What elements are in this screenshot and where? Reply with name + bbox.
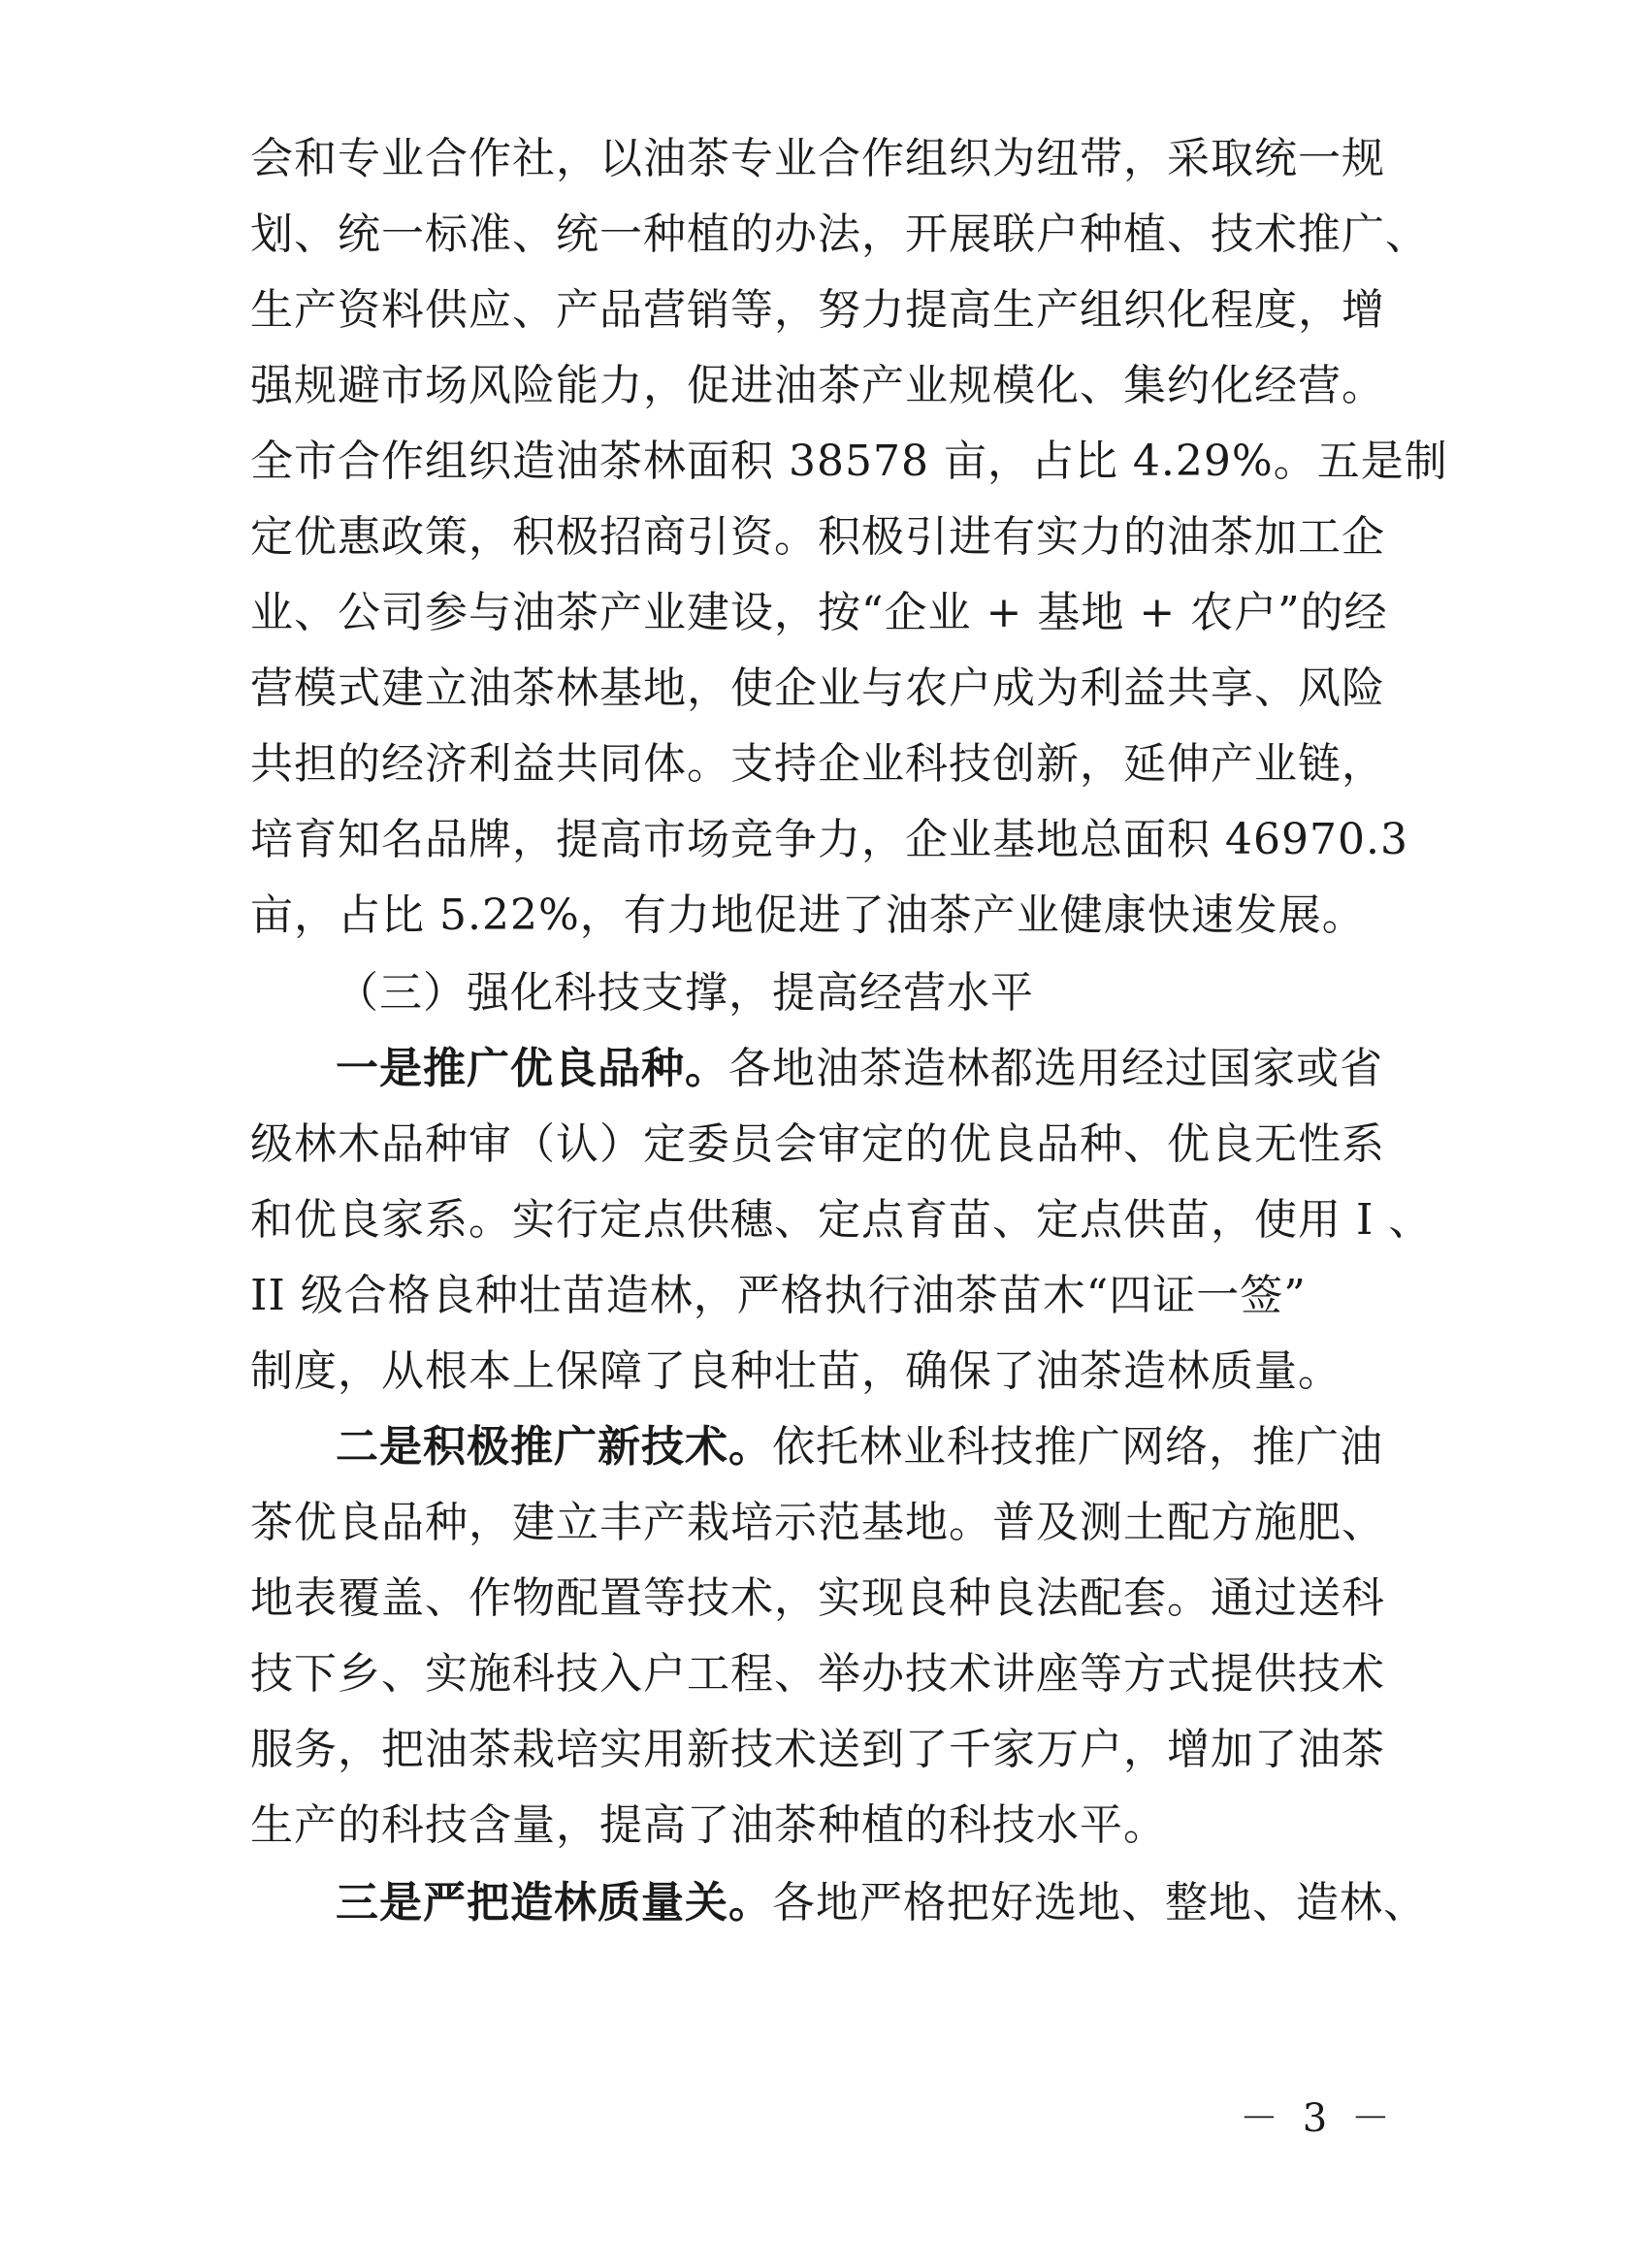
text-line: 茶优良品种，建立丰产栽培示范基地。普及测土配方施肥、 — [250, 1498, 1385, 1547]
text-line: 生产的科技含量，提高了油茶种植的科技水平。 — [250, 1800, 1167, 1850]
paragraph-first-line — [336, 1409, 1383, 1486]
text-line: 划、统一标准、统一种植的办法，开展联户种植、技术推广、 — [250, 210, 1429, 259]
text-line: 强规避市场风险能力，促进油茶产业规模化、集约化经营。 — [250, 361, 1385, 410]
paragraph-first-line — [336, 1864, 1427, 1942]
text-line: 培育知名品牌，提高市场竞争力，企业基地总面积 46970.3 — [250, 815, 1408, 864]
paragraph-lead: 三是严把造林质量关。 — [336, 1878, 772, 1928]
text-line: 营模式建立油茶林基地，使企业与农户成为利益共享、风险 — [250, 664, 1385, 713]
text-line: 和优良家系。实行定点供穗、定点育苗、定点供苗，使用 I 、 — [250, 1195, 1433, 1245]
paragraph-lead: 一是推广优良品种。 — [336, 1044, 728, 1093]
paragraph-text: 依托林业科技推广网络，推广油 — [772, 1422, 1383, 1472]
text-line: 服务，把油茶栽培实用新技术送到了千家万户，增加了油茶 — [250, 1725, 1385, 1774]
text-line: 全市合作组织造油茶林面积 38578 亩，占比 4.29%。五是制 — [250, 437, 1448, 486]
text-line: 级林木品种审（认）定委员会审定的优良品种、优良无性系 — [250, 1119, 1385, 1169]
text-line: 业、公司参与油茶产业建设，按“企业 + 基地 + 农户”的经 — [250, 588, 1388, 637]
text-line: 亩，占比 5.22%，有力地促进了油茶产业健康快速发展。 — [250, 891, 1366, 940]
text-line: 生产资料供应、产品营销等，努力提高生产组织化程度，增 — [250, 285, 1385, 335]
paragraph-text: 各地严格把好选地、整地、造林、 — [772, 1878, 1427, 1928]
paragraph-text: 各地油茶造林都选用经过国家或省 — [728, 1044, 1383, 1093]
page-number: － 3 － — [1240, 2096, 1396, 2141]
text-line: 制度，从根本上保障了良种壮苗，确保了油茶造林质量。 — [250, 1346, 1342, 1396]
text-line: 定优惠政策，积极招商引资。积极引进有实力的油茶加工企 — [250, 512, 1385, 562]
section-heading: （三）强化科技支撑，提高经营水平 — [336, 968, 1034, 1018]
paragraph-first-line — [336, 1030, 1383, 1108]
text-line: 会和专业合作社，以油茶专业合作组织为纽带，采取统一规 — [250, 134, 1385, 183]
paragraph-lead: 二是积极推广新技术。 — [336, 1422, 772, 1472]
text-line: II 级合格良种壮苗造林，严格执行油茶苗木“四证一签” — [250, 1271, 1307, 1320]
text-line: 地表覆盖、作物配置等技术，实现良种良法配套。通过送科 — [250, 1573, 1385, 1623]
text-line: 技下乡、实施科技入户工程、举办技术讲座等方式提供技术 — [250, 1649, 1385, 1699]
text-line: 共担的经济利益共同体。支持企业科技创新，延伸产业链， — [250, 739, 1385, 789]
